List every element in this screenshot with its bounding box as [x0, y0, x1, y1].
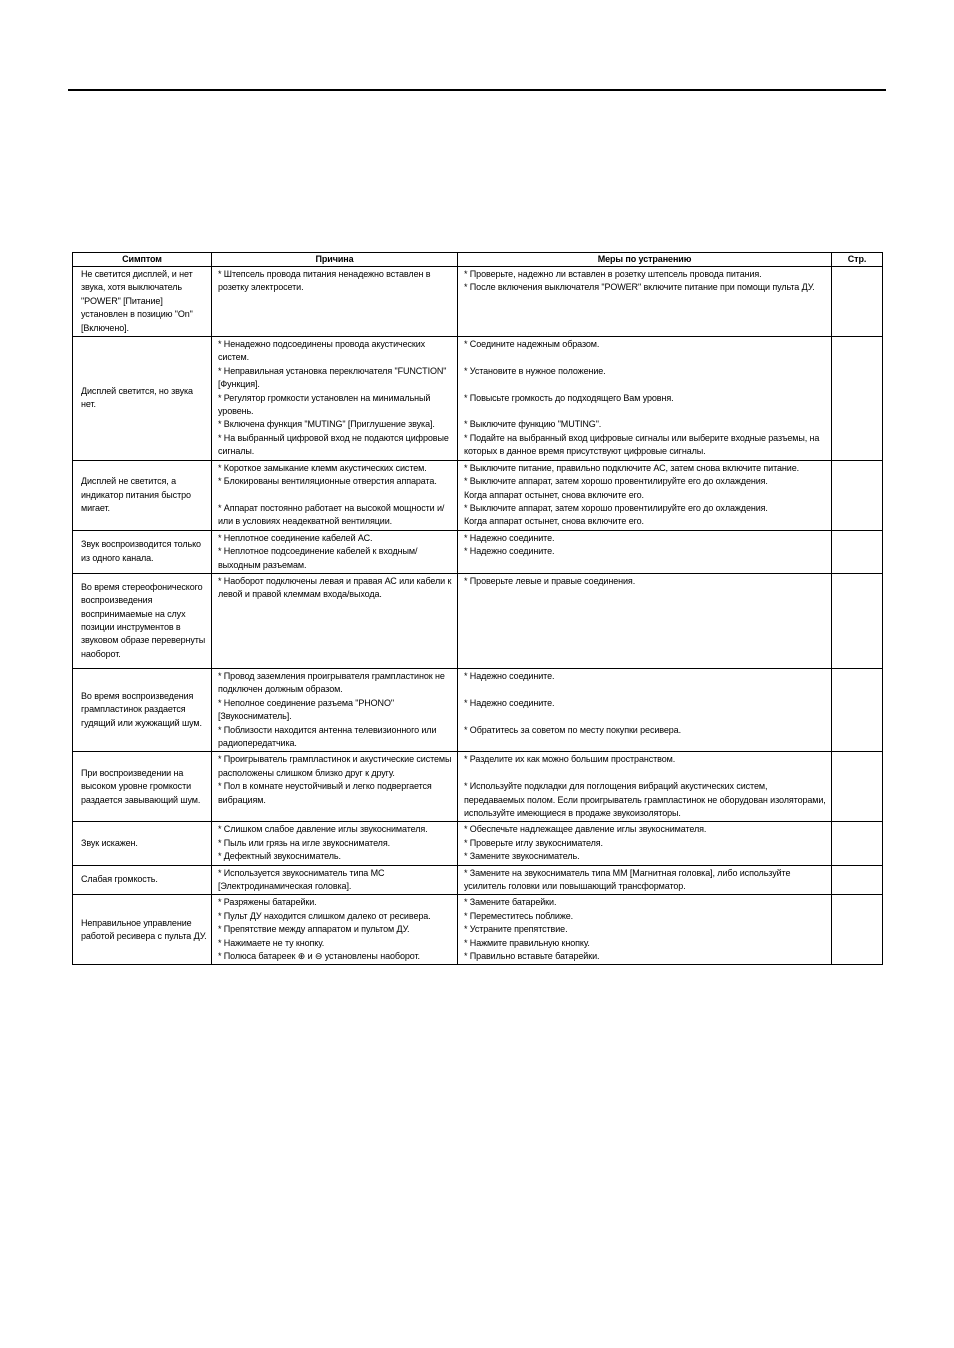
remedy-cell: [458, 822, 832, 865]
remedy-line: * Проверьте левые и правые соединения.: [464, 575, 636, 586]
remedy-line: * Проверьте иглу звукоснимателя.: [464, 837, 603, 848]
troubleshooting-table: [72, 252, 883, 965]
cause-line: * Неплотное подсоединение кабелей к входным/выходным разъемам.: [218, 546, 418, 570]
cause-cell: [212, 460, 458, 530]
remedy-line: * Правильно вставьте батарейки.: [464, 951, 600, 962]
remedy-line: * Надежно соедините.: [464, 546, 555, 557]
cause-line: * Неправильная установка переключателя "FUNCTION" [Функция].: [218, 365, 449, 390]
table-row: [73, 267, 883, 337]
cause-cell: [212, 337, 458, 461]
symptom-cell: Дисплей светится, но звука нет.: [73, 337, 212, 461]
symptom-cell: Неправильное управление работой ресивера с пульта ДУ.: [73, 895, 212, 965]
table-row: [73, 822, 883, 865]
header-row: [73, 253, 883, 267]
page-cell: [832, 865, 883, 895]
cause-line: * Полюса батареек ⊕ и ⊖ установлены наоборот.: [218, 951, 420, 962]
remedy-line: * Надежно соедините.: [464, 670, 555, 681]
remedy-line: * После включения выключателя "POWER" включите питание при помощи пульта ДУ.: [464, 282, 815, 293]
cause-line: * На выбранный цифровой вход не подаются цифровые сигналы.: [218, 432, 452, 457]
cause-line: * Слишком слабое давление иглы звукоснимателя.: [218, 824, 428, 835]
table-row: [73, 573, 883, 668]
cause-line: * Провод заземления проигрывателя грампластинок не подключен должным образом.: [218, 670, 448, 695]
remedy-line: * Замените на звукосниматель типа MM [Магнитная головка], либо используйте усилитель головки или повышающий трансформатор.: [464, 867, 793, 892]
page-cell: [832, 530, 883, 573]
cause-cell: [212, 530, 458, 573]
remedy-line: * Устраните препятствие.: [464, 924, 568, 935]
remedy-line: Когда аппарат остынет, снова включите его.: [464, 489, 644, 500]
remedy-line: * Повысьте громкость до подходящего Вам уровня.: [464, 392, 674, 403]
remedy-line: * Выключите аппарат, затем хорошо провентилируйте его до охлаждения.: [464, 502, 768, 513]
cause-line: * Пульт ДУ находится слишком далеко от ресивера.: [218, 910, 431, 921]
table-row: [73, 530, 883, 573]
remedy-cell: [458, 530, 832, 573]
page-cell: [832, 822, 883, 865]
page-cell: [832, 752, 883, 822]
cause-line: * Пыль или грязь на игле звукоснимателя.: [218, 837, 391, 848]
table-row: [73, 895, 883, 965]
remedy-line: * Обратитесь за советом по месту покупки ресивера.: [464, 724, 681, 735]
symptom-cell: Слабая громкость.: [73, 865, 212, 895]
remedy-cell: [458, 337, 832, 461]
cause-line: * Разряжены батарейки.: [218, 897, 317, 908]
cause-line: * Блокированы вентиляционные отверстия аппарата.: [218, 476, 437, 487]
symptom-cell: Во время стереофонического воспроизведения воспринимаемые на слух позиции инструментов в звуковом образе перевернуты наоборот.: [73, 573, 212, 668]
remedy-cell: [458, 460, 832, 530]
symptom-cell: При воспроизведении на высоком уровне громкости раздается завывающий шум.: [73, 752, 212, 822]
table-row: [73, 668, 883, 751]
cause-line: * Аппарат постоянно работает на высокой мощности и/или в условиях неадекватной вентиляции.: [218, 502, 445, 527]
header-page: Стр.: [832, 253, 883, 267]
remedy-line: Когда аппарат остынет, снова включите его.: [464, 516, 644, 527]
cause-line: * Пол в комнате неустойчивый и легко подвергается вибрациям.: [218, 781, 435, 805]
cause-line: * Включена функция "MUTING" [Приглушение звука].: [218, 419, 435, 430]
header-symptom: Симптом: [73, 253, 212, 267]
cause-line: [218, 489, 453, 502]
page-cell: [832, 267, 883, 337]
remedy-line: * Разделите их как можно большим пространством.: [464, 754, 676, 765]
cause-cell: [212, 752, 458, 822]
table-row: [73, 460, 883, 530]
remedy-line: * Надежно соедините.: [464, 697, 555, 708]
page-cell: [832, 573, 883, 668]
remedy-line: [464, 378, 827, 391]
remedy-cell: [458, 573, 832, 668]
remedy-cell: [458, 895, 832, 965]
symptom-cell: Во время воспроизведения грампластинок раздается гудящий или жужжащий шум.: [73, 668, 212, 751]
cause-line: * Используется звукосниматель типа MC [Электродинамическая головка].: [218, 867, 387, 892]
remedy-line: [464, 351, 827, 364]
top-rule: [68, 89, 886, 91]
cause-cell: [212, 895, 458, 965]
cause-cell: [212, 573, 458, 668]
cause-line: * Наоборот подключены левая и правая АС или кабели к левой и правой клеммам входа/выхода.: [218, 575, 454, 600]
cause-line: * Короткое замыкание клемм акустических систем.: [218, 462, 427, 473]
cause-cell: [212, 822, 458, 865]
page-cell: [832, 460, 883, 530]
remedy-line: [464, 405, 827, 418]
remedy-cell: [458, 865, 832, 895]
remedy-line: * Установите в нужное положение.: [464, 365, 606, 376]
remedy-line: * Замените звукосниматель.: [464, 851, 580, 862]
remedy-cell: [458, 267, 832, 337]
remedy-line: * Нажмите правильную кнопку.: [464, 937, 590, 948]
remedy-line: * Обеспечьте надлежащее давление иглы звукоснимателя.: [464, 824, 707, 835]
remedy-line: [464, 683, 827, 696]
cause-line: * Дефектный звукосниматель.: [218, 851, 341, 862]
cause-line: * Регулятор громкости установлен на минимальный уровень.: [218, 392, 433, 417]
symptom-cell: Дисплей не светится, а индикатор питания быстро мигает.: [73, 460, 212, 530]
cause-line: * Нажимаете не ту кнопку.: [218, 937, 325, 948]
symptom-cell: Звук воспроизводится только из одного канала.: [73, 530, 212, 573]
table-row: [73, 337, 883, 461]
remedy-line: * Проверьте, надежно ли вставлен в розетку штепсель провода питания.: [464, 269, 762, 279]
cause-line: * Неплотное соединение кабелей АС.: [218, 532, 373, 543]
remedy-line: * Выключите функцию "MUTING".: [464, 419, 602, 430]
cause-cell: [212, 865, 458, 895]
table-row: [73, 865, 883, 895]
remedy-line: [464, 767, 827, 780]
page-cell: [832, 895, 883, 965]
symptom-cell: Звук искажен.: [73, 822, 212, 865]
remedy-line: * Переместитесь поближе.: [464, 910, 574, 921]
remedy-line: [464, 710, 827, 723]
remedy-cell: [458, 668, 832, 751]
remedy-cell: [458, 752, 832, 822]
cause-line: * Неполное соединение разъема "PHONO" [Звукосниматель].: [218, 697, 397, 722]
table-row: [73, 752, 883, 822]
remedy-line: * Используйте подкладки для поглощения вибраций акустических систем, передаваемых полом. Если проигрыватель грампластинок не оборудован изоляторами, используйте имеющиеся в продаже звукоизоляторы.: [464, 781, 829, 818]
remedy-line: * Выключите аппарат, затем хорошо провентилируйте его до охлаждения.: [464, 476, 768, 487]
cause-cell: [212, 668, 458, 751]
remedy-line: * Замените батарейки.: [464, 897, 557, 908]
page-cell: [832, 668, 883, 751]
cause-line: * Проигрыватель грампластинок и акустические системы расположены слишком близко друг к другу.: [218, 754, 454, 778]
remedy-line: * Соедините надежным образом.: [464, 339, 600, 350]
symptom-cell: Не светится дисплей, и нет звука, хотя выключатель "POWER" [Питание] установлен в позицию "On" [Включено].: [73, 267, 212, 337]
cause-cell: [212, 267, 458, 337]
header-remedy: Меры по устранению: [458, 253, 832, 267]
cause-line: * Поблизости находится антенна телевизионного или радиопередатчика.: [218, 724, 439, 748]
cause-line: * Ненадежно подсоединены провода акустических систем.: [218, 339, 428, 363]
cause-line: * Штепсель провода питания ненадежно вставлен в розетку электросети.: [218, 269, 433, 293]
header-cause: Причина: [212, 253, 458, 267]
remedy-line: * Надежно соедините.: [464, 532, 555, 543]
table-body: [73, 267, 883, 965]
page-cell: [832, 337, 883, 461]
remedy-line: * Выключите питание, правильно подключите АС, затем снова включите питание.: [464, 462, 800, 473]
cause-line: * Препятствие между аппаратом и пультом ДУ.: [218, 924, 410, 935]
remedy-line: * Подайте на выбранный вход цифровые сигналы или выберите входные разъемы, на которых в данное время присутствуют цифровые сигналы.: [464, 432, 822, 457]
